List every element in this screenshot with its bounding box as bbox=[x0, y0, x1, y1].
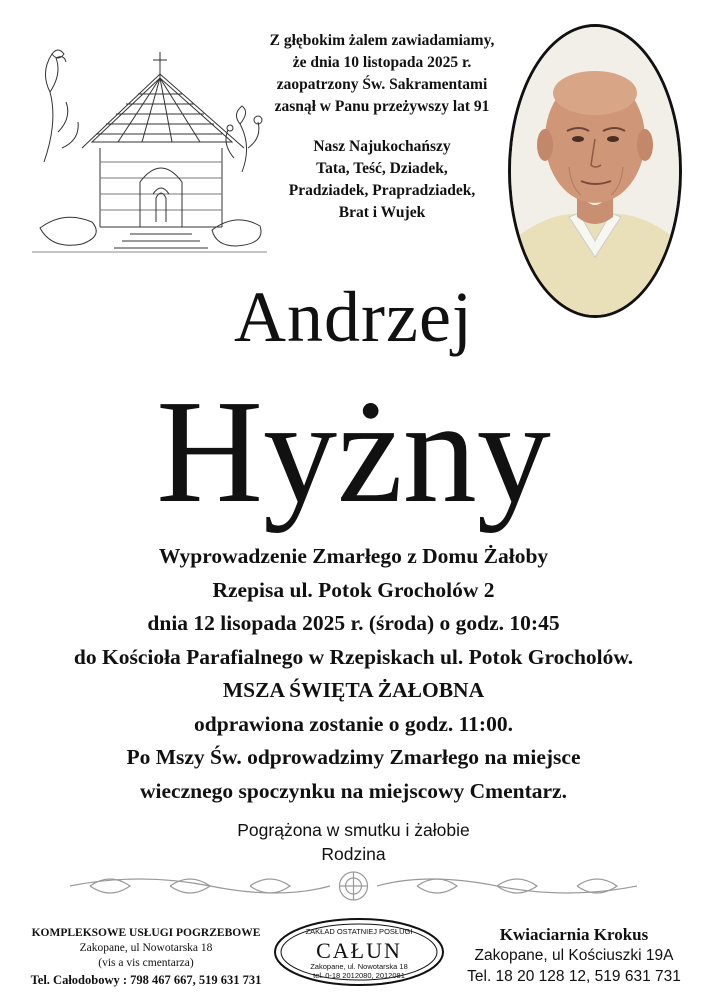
funeral-home-address: Zakopane, ul Nowotarska 18 bbox=[79, 942, 213, 954]
mourners-line: Pogrążona w smutku i żałobie bbox=[237, 820, 470, 840]
funeral-line: odprawiona zostanie o godz. 11:00. bbox=[194, 711, 513, 736]
funeral-line: dnia 12 lisopada 2025 r. (środa) o godz. 10:45 bbox=[147, 611, 560, 635]
chapel-sketch-icon bbox=[22, 22, 272, 260]
funeral-details bbox=[0, 540, 707, 808]
funeral-home-stamp-icon bbox=[271, 916, 447, 988]
relation-line: Brat i Wujek bbox=[338, 204, 426, 221]
funeral-line: Wyprowadzenie Zmarłego z Domu Żałoby bbox=[158, 544, 549, 568]
funeral-line: Po Mszy Św. odprowadzimy Zmarłego na miejsce bbox=[126, 745, 581, 769]
deceased-given-name: Andrzej bbox=[234, 277, 473, 357]
intro-line: zasnął w Panu przeżywszy lat 91 bbox=[274, 98, 490, 115]
deceased-surname: Hyżny bbox=[156, 370, 551, 534]
funeral-home-title: KOMPLEKSOWE USŁUGI POGRZEBOWE bbox=[31, 927, 261, 939]
florist-phone: Tel. 18 20 128 12, 519 631 731 bbox=[467, 968, 681, 985]
stamp-name: CAŁUN bbox=[316, 938, 402, 963]
stamp-phone: tel. 0-18 2012080, 2012081 bbox=[313, 971, 405, 980]
florist-name: Kwiaciarnia Krokus bbox=[499, 925, 649, 944]
intro-block bbox=[262, 30, 502, 224]
intro-line: Z głębokim żalem zawiadamiamy, bbox=[269, 32, 495, 49]
relation-line: Tata, Teść, Dziadek, bbox=[316, 160, 448, 177]
mourners-block bbox=[0, 818, 707, 866]
relation-line: Nasz Najukochańszy bbox=[313, 138, 451, 155]
funeral-home-phone: Tel. Całodobowy : 798 467 667, 519 631 731 bbox=[30, 973, 262, 987]
florist-info bbox=[446, 924, 702, 987]
intro-line: że dnia 10 listopada 2025 r. bbox=[292, 54, 472, 71]
florist-address: Zakopane, ul Kościuszki 19A bbox=[474, 947, 674, 964]
intro-line: zaopatrzony Św. Sakramentami bbox=[276, 76, 488, 93]
funeral-line: wiecznego spoczynku na miejscowy Cmentarz. bbox=[140, 778, 567, 803]
funeral-home-info bbox=[10, 926, 282, 988]
relation-line: Pradziadek, Prapradziadek, bbox=[288, 182, 476, 199]
mourners-signature: Rodzina bbox=[321, 844, 386, 864]
funeral-line: Rzepisa ul. Potok Grocholów 2 bbox=[212, 577, 495, 602]
funeral-line: do Kościoła Parafialnego w Rzepiskach ul. Potok Grocholów. bbox=[73, 644, 634, 669]
stamp-address: Zakopane, ul. Nowotarska 18 bbox=[310, 962, 408, 971]
funeral-line: MSZA ŚWIĘTA ŻAŁOBNA bbox=[222, 678, 485, 702]
ornament-divider-icon bbox=[60, 866, 647, 906]
funeral-home-note: (vis a vis cmentarza) bbox=[98, 957, 194, 969]
stamp-top-text: ZAKŁAD OSTATNIEJ POSŁUGI bbox=[305, 927, 413, 936]
